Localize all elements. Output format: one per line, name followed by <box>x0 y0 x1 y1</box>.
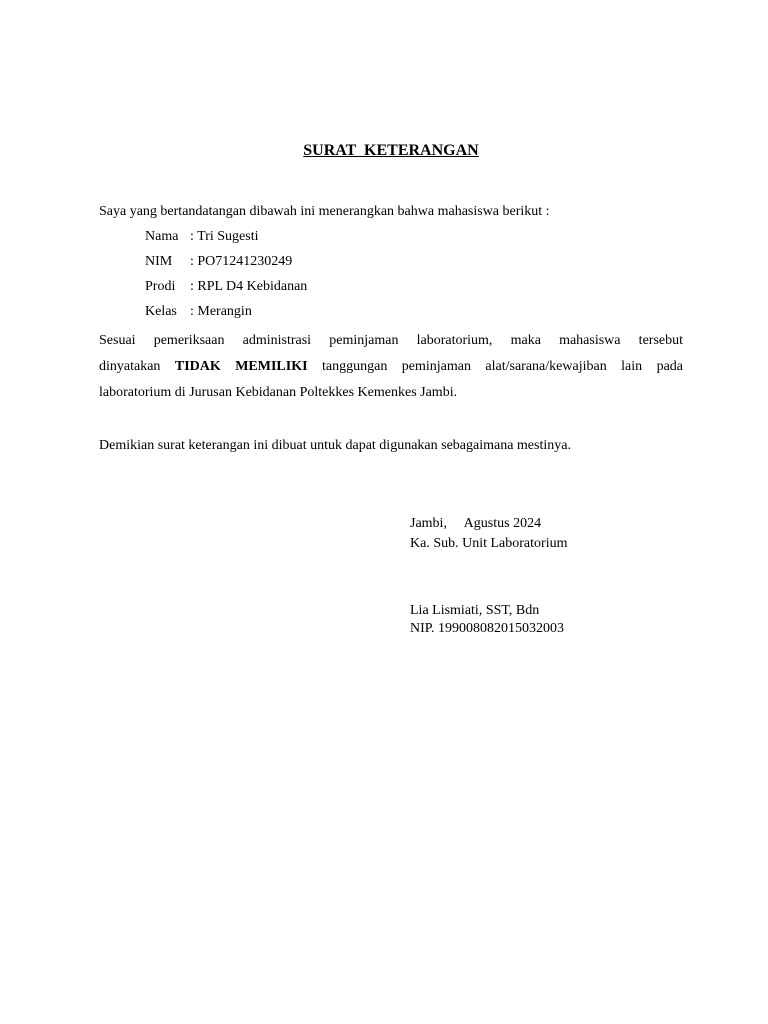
statement-paragraph <box>99 328 683 406</box>
emphasis-text: TIDAK MEMILIKI <box>174 359 308 374</box>
field-label: Nama <box>145 229 179 244</box>
statement-text: tanggungan peminjaman alat/sarana/kewajiban lain pada <box>322 359 684 374</box>
field-row-nim <box>145 254 307 279</box>
statement-line-3: laboratorium di Jurusan Kebidanan Poltekkes Kemenkes Jambi. <box>99 385 458 400</box>
signature-position: Ka. Sub. Unit Laboratorium <box>410 536 568 551</box>
field-row-kelas <box>145 304 307 329</box>
field-label: NIM <box>145 254 173 269</box>
field-value: : Tri Sugesti <box>190 229 259 244</box>
statement-line-1: Sesuai pemeriksaan administrasi peminjaman laboratorium, maka mahasiswa tersebut <box>99 333 683 348</box>
document-title: SURAT KETERANGAN <box>303 142 479 159</box>
intro-text: Saya yang bertandatangan dibawah ini menerangkan bahwa mahasiswa berikut : <box>99 204 550 219</box>
statement-text: dinyatakan <box>99 359 161 374</box>
field-label: Kelas <box>145 304 177 319</box>
field-row-prodi <box>145 279 307 304</box>
field-value: : PO71241230249 <box>190 254 293 269</box>
field-label: Prodi <box>145 279 176 294</box>
signatory-name: Lia Lismiati, SST, Bdn <box>410 603 540 618</box>
field-value: : Merangin <box>190 304 252 319</box>
closing-text: Demikian surat keterangan ini dibuat untuk dapat digunakan sebagaimana mestinya. <box>99 438 571 453</box>
student-details <box>145 229 307 329</box>
signatory-nip: NIP. 199008082015032003 <box>410 621 565 636</box>
statement-line-2 <box>99 354 683 380</box>
signature-place-date: Jambi, Agustus 2024 <box>410 516 542 531</box>
field-value: : RPL D4 Kebidanan <box>190 279 308 294</box>
field-row-nama <box>145 229 307 254</box>
